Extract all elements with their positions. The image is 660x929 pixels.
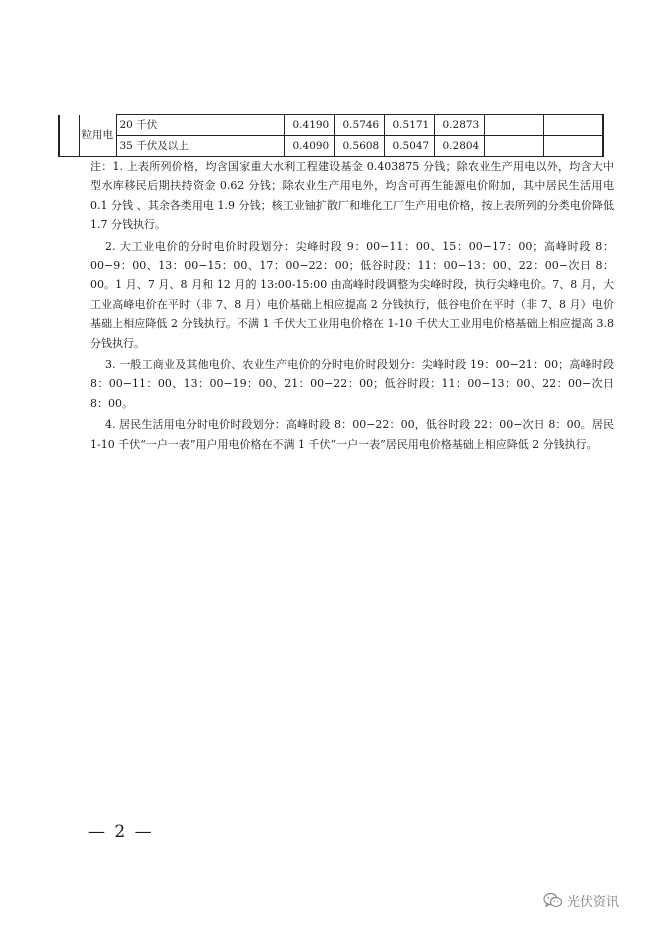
note-3: 3. 一般工商业及其他电价、农业生产电价的分时电价时段划分：尖峰时段 19：00−21：00；高峰时段 8：00−11：00、13：00−19：00、21：00−22：00；低谷时段：11：00−13：00、22：00−次日 8：00。 [90, 358, 614, 410]
price-cell: 0.5608 [334, 136, 384, 157]
watermark [543, 891, 619, 910]
price-cell: 0.4190 [284, 115, 334, 136]
price-table [58, 114, 604, 157]
note-4: 4. 居民生活用电分时电价时段划分：高峰时段 8：00−22：00，低谷时段 22：00−次日 8：00。居民 1-10 千伏“一户一表”用户用电价格在不满 1 千伏“一户一表”居民用电价格基础上相应降低 2 分钱执行。 [90, 418, 614, 451]
table-row [59, 115, 603, 136]
empty-cell [484, 136, 543, 157]
price-cell: 0.5047 [384, 136, 434, 157]
note-2: 2. 大工业电价的分时电价时段划分：尖峰时段 9：00−11：00、15：00−17：00；高峰时段 8：00−9：00、13：00−15：00、17：00−22：00；低谷时段：11：00−13：00、22：00−次日 8：00。1 月、7 月、8 月和 12 月的 13:00-15:00 由高峰时段调整为尖峰时段，执行尖峰电价。7、8 月，大工业高峰电价在平时（非 7、8 月）电价基础上相应提高 2 分钱执行，低谷电价在平时（非 7、8 月）电价基础上相应降低 2 分钱执行。不满 1 千伏大工业用电价格在 1-10 千伏大工业用电价格基础上相应提高 3.8 分钱执行。 [90, 239, 614, 350]
price-cell: 0.4090 [284, 136, 334, 157]
voltage-cell: 20 千伏 [116, 115, 284, 136]
price-cell: 0.5171 [384, 115, 434, 136]
table-blank-cell [59, 115, 79, 157]
price-cell: 0.2804 [434, 136, 484, 157]
page-number: — 2 — [88, 822, 154, 842]
price-cell: 0.5746 [334, 115, 384, 136]
watermark-text: 光伏资讯 [567, 895, 620, 910]
price-cell: 0.2873 [434, 115, 484, 136]
category-cell: 粒用电 [79, 115, 116, 157]
voltage-cell: 35 千伏及以上 [116, 136, 284, 157]
table-row [59, 136, 603, 157]
empty-cell [543, 115, 603, 136]
note-1: 注：1. 上表所列价格，均含国家重大水利工程建设基金 0.403875 分钱；除农业生产用电以外，均含大中型水库移民后期扶持资金 0.62 分钱；除农业生产用电外，均含可再生能源电价附加，其中居民生活用电 0.1 分钱 、其余各类用电 1.9 分钱；核工业铀扩散厂和堆化工厂生产用电价格，按上表所列的分类电价降低 1.7 分钱执行。 [90, 160, 614, 232]
wechat-icon [543, 892, 563, 909]
empty-cell [543, 136, 603, 157]
notes-section [90, 157, 614, 456]
empty-cell [484, 115, 543, 136]
